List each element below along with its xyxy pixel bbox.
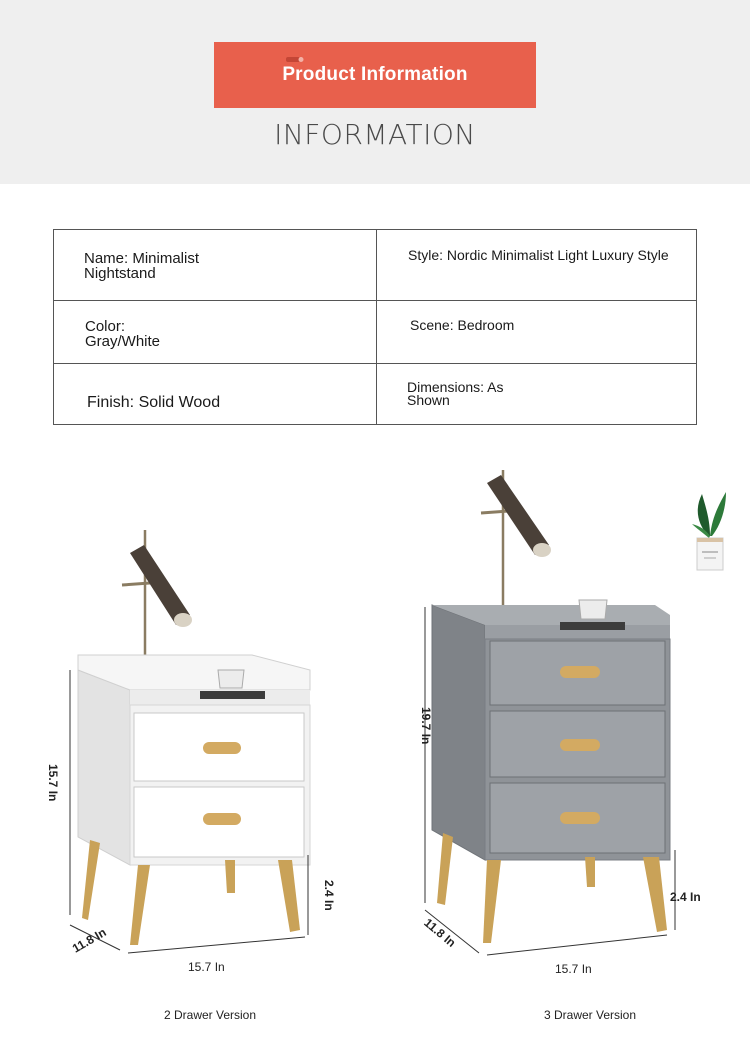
info-scene: Scene: Bedroom xyxy=(410,317,515,333)
right-width-label: 15.7 In xyxy=(555,962,592,976)
right-version-caption: 3 Drawer Version xyxy=(543,1008,637,1022)
left-depth-label: 11.8 In xyxy=(69,925,109,956)
info-name: Name: Minimalist Nightstand xyxy=(84,250,200,282)
header-section xyxy=(0,0,750,184)
table-divider-row-2 xyxy=(54,363,696,364)
info-dimensions: Dimensions: As Shown xyxy=(407,379,504,408)
table-divider-row-1 xyxy=(54,300,696,301)
info-finish: Finish: Solid Wood xyxy=(87,394,221,411)
nightstand-2-drawer-image xyxy=(60,525,350,955)
left-version-caption: 2 Drawer Version xyxy=(163,1008,257,1022)
banner-label: Product Information xyxy=(282,64,468,85)
left-height-label: 15.7 In xyxy=(46,764,60,802)
right-leg-height-label: 2.4 In xyxy=(670,890,701,904)
nightstand-3-drawer-image xyxy=(415,465,715,960)
right-height-label: 19.7 In xyxy=(419,707,433,745)
section-subtitle: INFORMATION xyxy=(274,118,476,151)
product-information-banner xyxy=(214,42,536,108)
left-leg-height-label: 2.4 In xyxy=(322,880,336,911)
right-depth-label: 11.8 In xyxy=(421,915,459,950)
ribbon-icon xyxy=(286,56,304,64)
info-style: Style: Nordic Minimalist Light Luxury Style xyxy=(408,247,669,263)
product-info-table xyxy=(53,229,697,425)
info-color: Color: Gray/White xyxy=(85,318,161,350)
left-width-label: 15.7 In xyxy=(188,960,225,974)
table-divider-vertical xyxy=(376,230,377,424)
